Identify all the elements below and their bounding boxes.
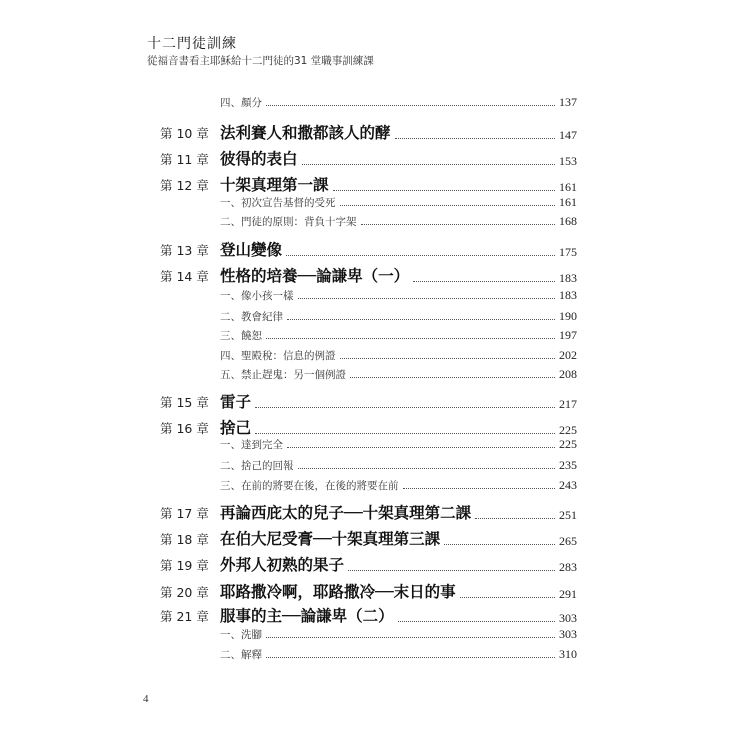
chapter-title: 耶路撒冷啊，耶路撒冷──末日的事 — [220, 582, 456, 601]
dot-leader — [266, 657, 555, 658]
toc-page-number: 183 — [559, 288, 577, 302]
dot-leader — [333, 190, 555, 191]
running-header — [147, 36, 374, 68]
toc-page-number: 217 — [559, 397, 577, 411]
section-title: 一、像小孩一樣 — [220, 290, 294, 302]
chapter-number: 第 11 章 — [160, 152, 209, 167]
dot-leader — [340, 205, 556, 206]
toc-page-number: 137 — [559, 95, 577, 109]
dot-leader — [286, 255, 555, 256]
toc-section-entry[interactable] — [160, 477, 577, 493]
chapter-number: 第 10 章 — [160, 126, 209, 141]
dot-leader — [266, 338, 555, 339]
dot-leader — [287, 447, 555, 448]
toc-page-number: 310 — [559, 647, 577, 661]
toc-page-number: 175 — [559, 245, 577, 259]
dot-leader — [255, 433, 555, 434]
toc-section-entry[interactable] — [160, 194, 577, 210]
section-title: 四、顏分 — [220, 97, 262, 109]
chapter-title: 在伯大尼受膏──十架真理第三課 — [220, 529, 441, 548]
toc-section-entry[interactable] — [160, 626, 577, 642]
toc-chapter-entry[interactable] — [160, 527, 577, 549]
chapter-title: 服事的主──論謙卑（二） — [220, 606, 394, 625]
dot-leader — [266, 637, 555, 638]
chapter-number: 第 15 章 — [160, 395, 209, 410]
toc-page-number: 283 — [559, 560, 577, 574]
toc-chapter-entry[interactable] — [160, 501, 577, 523]
section-title: 四、聖殿稅：信息的例證 — [220, 350, 336, 362]
dot-leader — [255, 407, 555, 408]
toc-page-number: 303 — [559, 611, 577, 625]
toc-chapter-entry[interactable] — [160, 390, 577, 412]
toc-section-entry[interactable] — [160, 436, 577, 452]
dot-leader — [444, 544, 555, 545]
chapter-title: 彼得的表白 — [220, 149, 298, 168]
section-title: 二、教會紀律 — [220, 311, 283, 323]
section-title: 一、洗腳 — [220, 629, 262, 641]
toc-page-number: 153 — [559, 154, 577, 168]
dot-leader — [287, 319, 555, 320]
chapter-title: 外邦人初熟的果子 — [220, 555, 345, 574]
toc-chapter-entry[interactable] — [160, 604, 577, 626]
chapter-number: 第 14 章 — [160, 269, 209, 284]
chapter-title: 性格的培養──論謙卑（一） — [220, 266, 410, 285]
toc-page-number: 161 — [559, 195, 577, 209]
toc-page-number: 225 — [559, 423, 577, 437]
section-title: 二、門徒的原則：背負十字架 — [220, 216, 357, 228]
toc-page-number: 225 — [559, 437, 577, 451]
toc-section-entry[interactable] — [160, 347, 577, 363]
toc-section-entry[interactable] — [160, 213, 577, 229]
book-subtitle: 從福音書看主耶穌給十二門徒的31 堂職事訓練課 — [147, 55, 374, 67]
dot-leader — [348, 570, 555, 571]
dot-leader — [361, 224, 556, 225]
toc-page-number: 190 — [559, 309, 577, 323]
toc-chapter-entry[interactable] — [160, 416, 577, 438]
dot-leader — [266, 105, 555, 106]
section-title: 五、禁止趕鬼：另一個例證 — [220, 369, 346, 381]
dot-leader — [340, 358, 556, 359]
section-title: 三、饒恕 — [220, 330, 262, 342]
section-title: 三、在前的將要在後，在後的將要在前 — [220, 480, 399, 492]
toc-page-number: 147 — [559, 128, 577, 142]
toc-page-number: 251 — [559, 508, 577, 522]
page-number: 4 — [143, 693, 149, 705]
dot-leader — [460, 597, 555, 598]
chapter-title: 登山變像 — [220, 240, 283, 259]
toc-section-entry[interactable] — [160, 287, 577, 303]
toc-section-entry[interactable] — [160, 327, 577, 343]
dot-leader — [475, 518, 555, 519]
chapter-title: 十架真理第一課 — [220, 175, 329, 194]
toc-page-number: 235 — [559, 458, 577, 472]
dot-leader — [395, 138, 555, 139]
chapter-number: 第 21 章 — [160, 609, 209, 624]
toc-section-entry[interactable] — [160, 457, 577, 473]
toc-page-number: 161 — [559, 180, 577, 194]
chapter-number: 第 19 章 — [160, 558, 209, 573]
dot-leader — [350, 377, 555, 378]
dot-leader — [298, 468, 556, 469]
chapter-number: 第 12 章 — [160, 178, 209, 193]
section-title: 二、捨己的回報 — [220, 460, 294, 472]
toc-chapter-entry[interactable] — [160, 173, 577, 195]
dot-leader — [302, 164, 555, 165]
toc-page-number: 197 — [559, 328, 577, 342]
toc-chapter-entry[interactable] — [160, 147, 577, 169]
chapter-title: 法利賽人和撒都該人的酵 — [220, 123, 391, 142]
toc-page-number: 303 — [559, 627, 577, 641]
toc-page-number: 243 — [559, 478, 577, 492]
toc-chapter-entry[interactable] — [160, 121, 577, 143]
chapter-title: 雷子 — [220, 392, 252, 411]
toc-chapter-entry[interactable] — [160, 580, 577, 602]
book-title: 十二門徒訓練 — [147, 36, 237, 52]
chapter-title: 再論西庇太的兒子──十架真理第二課 — [220, 503, 472, 522]
chapter-number: 第 16 章 — [160, 421, 209, 436]
chapter-number: 第 20 章 — [160, 585, 209, 600]
toc-section-entry[interactable] — [160, 366, 577, 382]
chapter-title: 捨己 — [220, 418, 252, 437]
section-title: 二、解釋 — [220, 649, 262, 661]
toc-page-number: 208 — [559, 367, 577, 381]
toc-page-number: 168 — [559, 214, 577, 228]
dot-leader — [403, 488, 556, 489]
section-title: 一、初次宣告基督的受死 — [220, 197, 336, 209]
toc-page-number: 291 — [559, 587, 577, 601]
toc-chapter-entry[interactable] — [160, 553, 577, 575]
toc-section-entry[interactable] — [160, 308, 577, 324]
chapter-number: 第 17 章 — [160, 506, 209, 521]
toc-page-number: 202 — [559, 348, 577, 362]
dot-leader — [398, 621, 555, 622]
section-title: 一、達到完全 — [220, 439, 283, 451]
chapter-number: 第 18 章 — [160, 532, 209, 547]
toc-page-number: 265 — [559, 534, 577, 548]
dot-leader — [298, 298, 556, 299]
chapter-number: 第 13 章 — [160, 243, 209, 258]
dot-leader — [413, 281, 555, 282]
toc-chapter-entry[interactable] — [160, 238, 577, 260]
toc-page-number: 183 — [559, 271, 577, 285]
toc-chapter-entry[interactable] — [160, 264, 577, 286]
toc-section-entry[interactable] — [160, 94, 577, 110]
toc-section-entry[interactable] — [160, 646, 577, 662]
